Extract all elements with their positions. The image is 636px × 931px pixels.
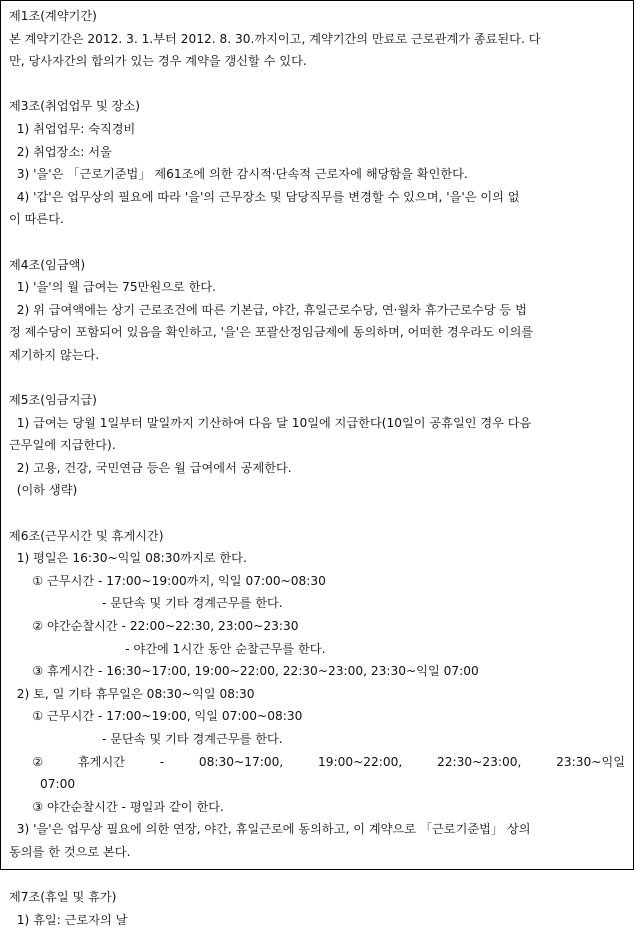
article-4-item-2-line-3: 제기하지 않는다. <box>9 347 100 362</box>
article-1-heading: 제1조(계약기간) <box>9 9 97 23</box>
spacer <box>9 367 625 390</box>
article-5-item-2: 2) 고용, 건강, 국민연금 등은 월 급여에서 공제한다. <box>9 460 292 475</box>
article-4-item-2-line-1: 2) 위 급여액에는 상기 근로조건에 따른 기본급, 야간, 휴일근로수당, 연·월차 휴가근로수당 등 법 <box>9 302 527 317</box>
article-7-heading: 제7조(휴일 및 휴가) <box>9 890 117 905</box>
article-3-item-4-line-2: 이 따른다. <box>9 212 64 227</box>
article-4-heading: 제4조(임금액) <box>9 257 86 272</box>
article-6-item-1: 1) 평일은 16:30~익일 08:30까지로 한다. <box>9 551 247 566</box>
article-6-item-2-sub-3: ③ 야간순찰시간 - 평일과 같이 한다. <box>9 799 224 814</box>
article-6-item-2: 2) 토, 일 기타 휴무일은 08:30~익일 08:30 <box>9 686 255 701</box>
article-6-item-1-sub-2-note: - 야간에 1시간 동안 순찰근무를 한다. <box>9 641 326 656</box>
spacer <box>9 864 625 887</box>
article-5-heading: 제5조(임금지급) <box>9 393 97 408</box>
article-5-item-1-line-2: 근무일에 지급한다). <box>9 438 116 453</box>
article-6-item-1-sub-2: ② 야간순찰시간 - 22:00~22:30, 23:00~23:30 <box>9 619 299 634</box>
article-6-heading: 제6조(근무시간 및 휴게시간) <box>9 528 164 543</box>
sub-2-time-2: 19:00~22:00, <box>317 754 403 769</box>
article-4-item-1: 1) '을'의 월 급여는 75만원으로 한다. <box>9 280 216 295</box>
sub-2-label: 휴게시간 <box>77 754 125 769</box>
article-6-item-2-sub-1: ① 근무시간 - 17:00~19:00, 익일 07:00~08:30 <box>9 709 303 724</box>
spacer <box>9 231 625 254</box>
sub-2-time-1: 08:30~17:00, <box>198 754 284 769</box>
article-6-item-3-line-2: 동의를 한 것으로 본다. <box>9 844 131 859</box>
article-4-item-2-line-2: 정 제수당이 포함되어 있음을 확인하고, '을'은 포괄산정임금제에 동의하며, 어떠한 경우라도 이의를 <box>9 325 534 340</box>
article-6-item-1-sub-3: ③ 휴게시간 - 16:30~17:00, 19:00~22:00, 22:30~23:00, 23:30~익일 07:00 <box>9 664 479 679</box>
article-3-item-4-line-1: 4) '갑'은 업무상의 필요에 따라 '을'의 근무장소 및 담당직무를 변경할 수 있으며, '을'은 이의 없 <box>9 189 520 204</box>
article-6-item-2-sub-2-cont: 07:00 <box>9 777 76 792</box>
article-1-text-line-1: 본 계약기간은 2012. 3. 1.부터 2012. 8. 30.까지이고, 계약기간의 만료로 근로관계가 종료된다. 다 <box>9 31 541 46</box>
sub-2-time-4: 23:30~익일 <box>556 754 625 769</box>
article-5-item-1-line-1: 1) 급여는 당월 1일부터 말일까지 기산하여 다음 달 10일에 지급한다(10일이 공휴일인 경우 다음 <box>9 415 532 430</box>
article-1-text-line-2: 만, 당사자간의 합의가 있는 경우 계약을 갱신할 수 있다. <box>9 54 307 69</box>
article-7-item-1: 1) 휴일: 근로자의 날 <box>9 912 128 927</box>
article-3-item-2: 2) 취업장소: 서울 <box>9 144 112 159</box>
sub-2-dash: - <box>159 754 165 769</box>
article-5-omitted-note: (이하 생략) <box>9 483 78 498</box>
article-6-item-1-sub-1-note: - 문단속 및 기타 경계근무를 한다. <box>9 596 283 611</box>
spacer <box>9 502 625 525</box>
sub-2-marker: ② <box>9 754 44 769</box>
article-6-item-2-sub-2 <box>9 751 625 774</box>
article-6-item-2-sub-1-note: - 문단속 및 기타 경계근무를 한다. <box>9 732 283 746</box>
spacer <box>9 73 625 96</box>
article-3-item-1: 1) 취업업무: 숙직경비 <box>9 121 136 136</box>
article-3-heading: 제3조(취업업무 및 장소) <box>9 99 140 114</box>
article-3-item-3: 3) '을'은 「근로기준법」 제61조에 의한 감시적·단속적 근로자에 해당함을 확인한다. <box>9 167 468 182</box>
sub-2-time-3: 22:30~23:00, <box>437 754 522 769</box>
article-6-item-1-sub-1: ① 근무시간 - 17:00~19:00까지, 익일 07:00~08:30 <box>9 573 326 588</box>
article-6-item-3-line-1: 3) '을'은 업무상 필요에 의한 연장, 야간, 휴일근로에 동의하고, 이 계약으로 「근로기준법」 상의 <box>9 822 531 837</box>
